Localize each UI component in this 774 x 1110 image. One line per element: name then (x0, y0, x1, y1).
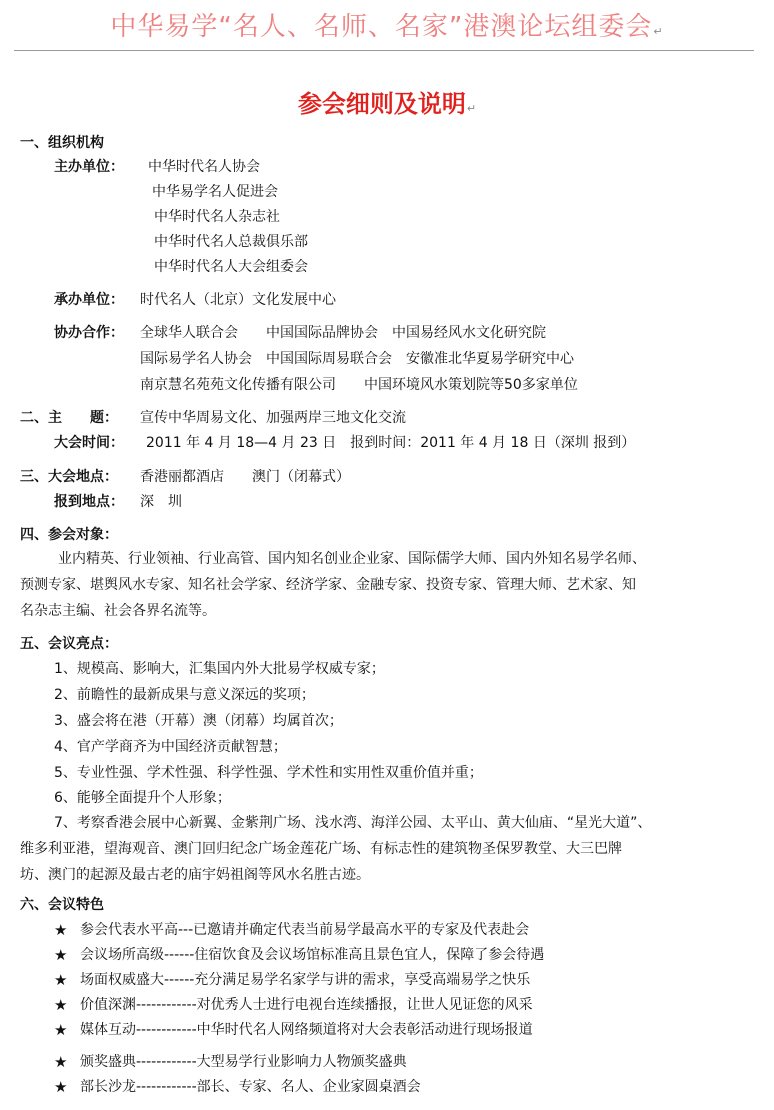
feature-item (54, 1053, 407, 1071)
letterhead-title: 中华易学“名人、名师、名家”港澳论坛组委会↵ (110, 12, 664, 42)
host-item: 中华时代名人大会组委会 (154, 259, 308, 275)
feature-item (54, 1021, 533, 1039)
time-label: 大会时间： (54, 435, 124, 451)
feature-text: 颁奖盛典------------大型易学行业影响力人物颁奖盛典 (80, 1054, 407, 1070)
highlight-item-7-cont: 维多利亚港，望海观音、澳门回归纪念广场金莲花广场、有标志性的建筑物圣保罗教堂、大三巴牌 (20, 841, 622, 857)
star-bullet-icon: ★ (54, 996, 68, 1014)
venue-value: 香港丽都酒店 澳门（闭幕式） (140, 469, 350, 485)
section-audience-heading: 四、参会对象： (20, 527, 118, 543)
star-bullet-icon: ★ (54, 1053, 68, 1071)
highlight-item-7-cont: 坊、澳门的起源及最古老的庙宇妈祖阁等风水名胜古迹。 (20, 867, 370, 883)
feature-text: 参会代表水平高---已邀请并确定代表当前易学最高水平的专家及代表赴会 (80, 922, 530, 938)
paragraph-mark: ↵ (466, 102, 477, 115)
document-title: 参会细则及说明↵ (297, 90, 477, 118)
highlight-item: 5、专业性强、学术性强、科学性强、学术性和实用性双重价值并重； (54, 765, 483, 781)
coop-line: 全球华人联合会 中国国际品牌协会 中国易经风水文化研究院 (140, 325, 546, 341)
star-bullet-icon: ★ (54, 1021, 68, 1039)
host-label: 主办单位： (54, 159, 124, 175)
host-item: 中华时代名人杂志社 (154, 209, 280, 225)
feature-item (54, 1078, 421, 1096)
feature-item (54, 996, 533, 1014)
feature-item (54, 921, 529, 939)
star-bullet-icon: ★ (54, 921, 68, 939)
coop-line: 国际易学名人协会 中国国际周易联合会 安徽准北华夏易学研究中心 (140, 351, 574, 367)
star-bullet-icon: ★ (54, 971, 68, 989)
host-item: 中华时代名人总裁俱乐部 (154, 234, 308, 250)
star-bullet-icon: ★ (54, 946, 68, 964)
feature-text: 场面权威盛大------充分满足易学名家学与讲的需求，享受高端易学之快乐 (80, 972, 531, 988)
organizer-label: 承办单位： (54, 292, 124, 308)
coop-line: 南京慧名苑苑文化传播有限公司 中国环境风水策划院等50多家单位 (140, 377, 578, 393)
checkin-value: 深 圳 (140, 494, 182, 510)
coop-label: 协办合作： (54, 325, 124, 341)
audience-line: 名杂志主编、社会各界名流等。 (20, 603, 216, 619)
theme-value: 宣传中华周易文化、加强两岸三地文化交流 (140, 410, 406, 426)
feature-item (54, 946, 544, 964)
feature-text: 部长沙龙------------部长、专家、名人、企业家圆桌酒会 (80, 1079, 421, 1095)
checkin-label: 报到地点： (54, 494, 124, 510)
audience-line: 业内精英、行业领袖、行业高管、国内知名创业企业家、国际儒学大师、国内外知名易学名师、 (58, 551, 646, 567)
highlight-item: 2、前瞻性的最新成果与意义深远的奖项； (54, 687, 315, 703)
highlight-item: 4、官产学商齐为中国经济贡献智慧； (54, 739, 287, 755)
feature-text: 价值深渊------------对优秀人士进行电视台连续播报，让世人见证您的风采 (80, 997, 533, 1013)
star-bullet-icon: ★ (54, 1078, 68, 1096)
section-features-heading: 六、会议特色 (20, 897, 104, 913)
theme-label: 二、主 题： (20, 410, 118, 426)
audience-line: 预测专家、堪舆风水专家、知名社会学家、经济学家、金融专家、投资专家、管理大师、艺术家、知 (20, 577, 636, 593)
time-value: 2011 年 4 月 18—4 月 23 日 报到时间：2011 年 4 月 18 日（深圳 报到） (146, 435, 636, 451)
feature-text: 媒体互动------------中华时代名人网络频道将对大会表彰活动进行现场报道 (80, 1022, 533, 1038)
letterhead-rule (14, 50, 754, 51)
feature-item (54, 971, 530, 989)
highlight-item: 6、能够全面提升个人形象； (54, 790, 231, 806)
paragraph-mark: ↵ (653, 25, 664, 38)
section-org-heading: 一、组织机构 (20, 135, 104, 151)
highlight-item: 3、盛会将在港（开幕）澳（闭幕）均属首次； (54, 713, 343, 729)
section-highlights-heading: 五、会议亮点： (20, 636, 118, 652)
venue-label: 三、大会地点： (20, 469, 118, 485)
highlight-item-7: 7、考察香港会展中心新翼、金紫荆广场、浅水湾、海洋公园、太平山、黄大仙庙、“星光大道”、 (54, 815, 652, 831)
host-item: 中华易学名人促进会 (152, 184, 278, 200)
highlight-item: 1、规模高、影响大，汇集国内外大批易学权威专家； (54, 661, 385, 677)
host-item: 中华时代名人协会 (148, 159, 260, 175)
feature-text: 会议场所高级------住宿饮食及会议场馆标准高且景色宜人，保障了参会待遇 (80, 947, 545, 963)
organizer-value: 时代名人（北京）文化发展中心 (140, 292, 336, 308)
